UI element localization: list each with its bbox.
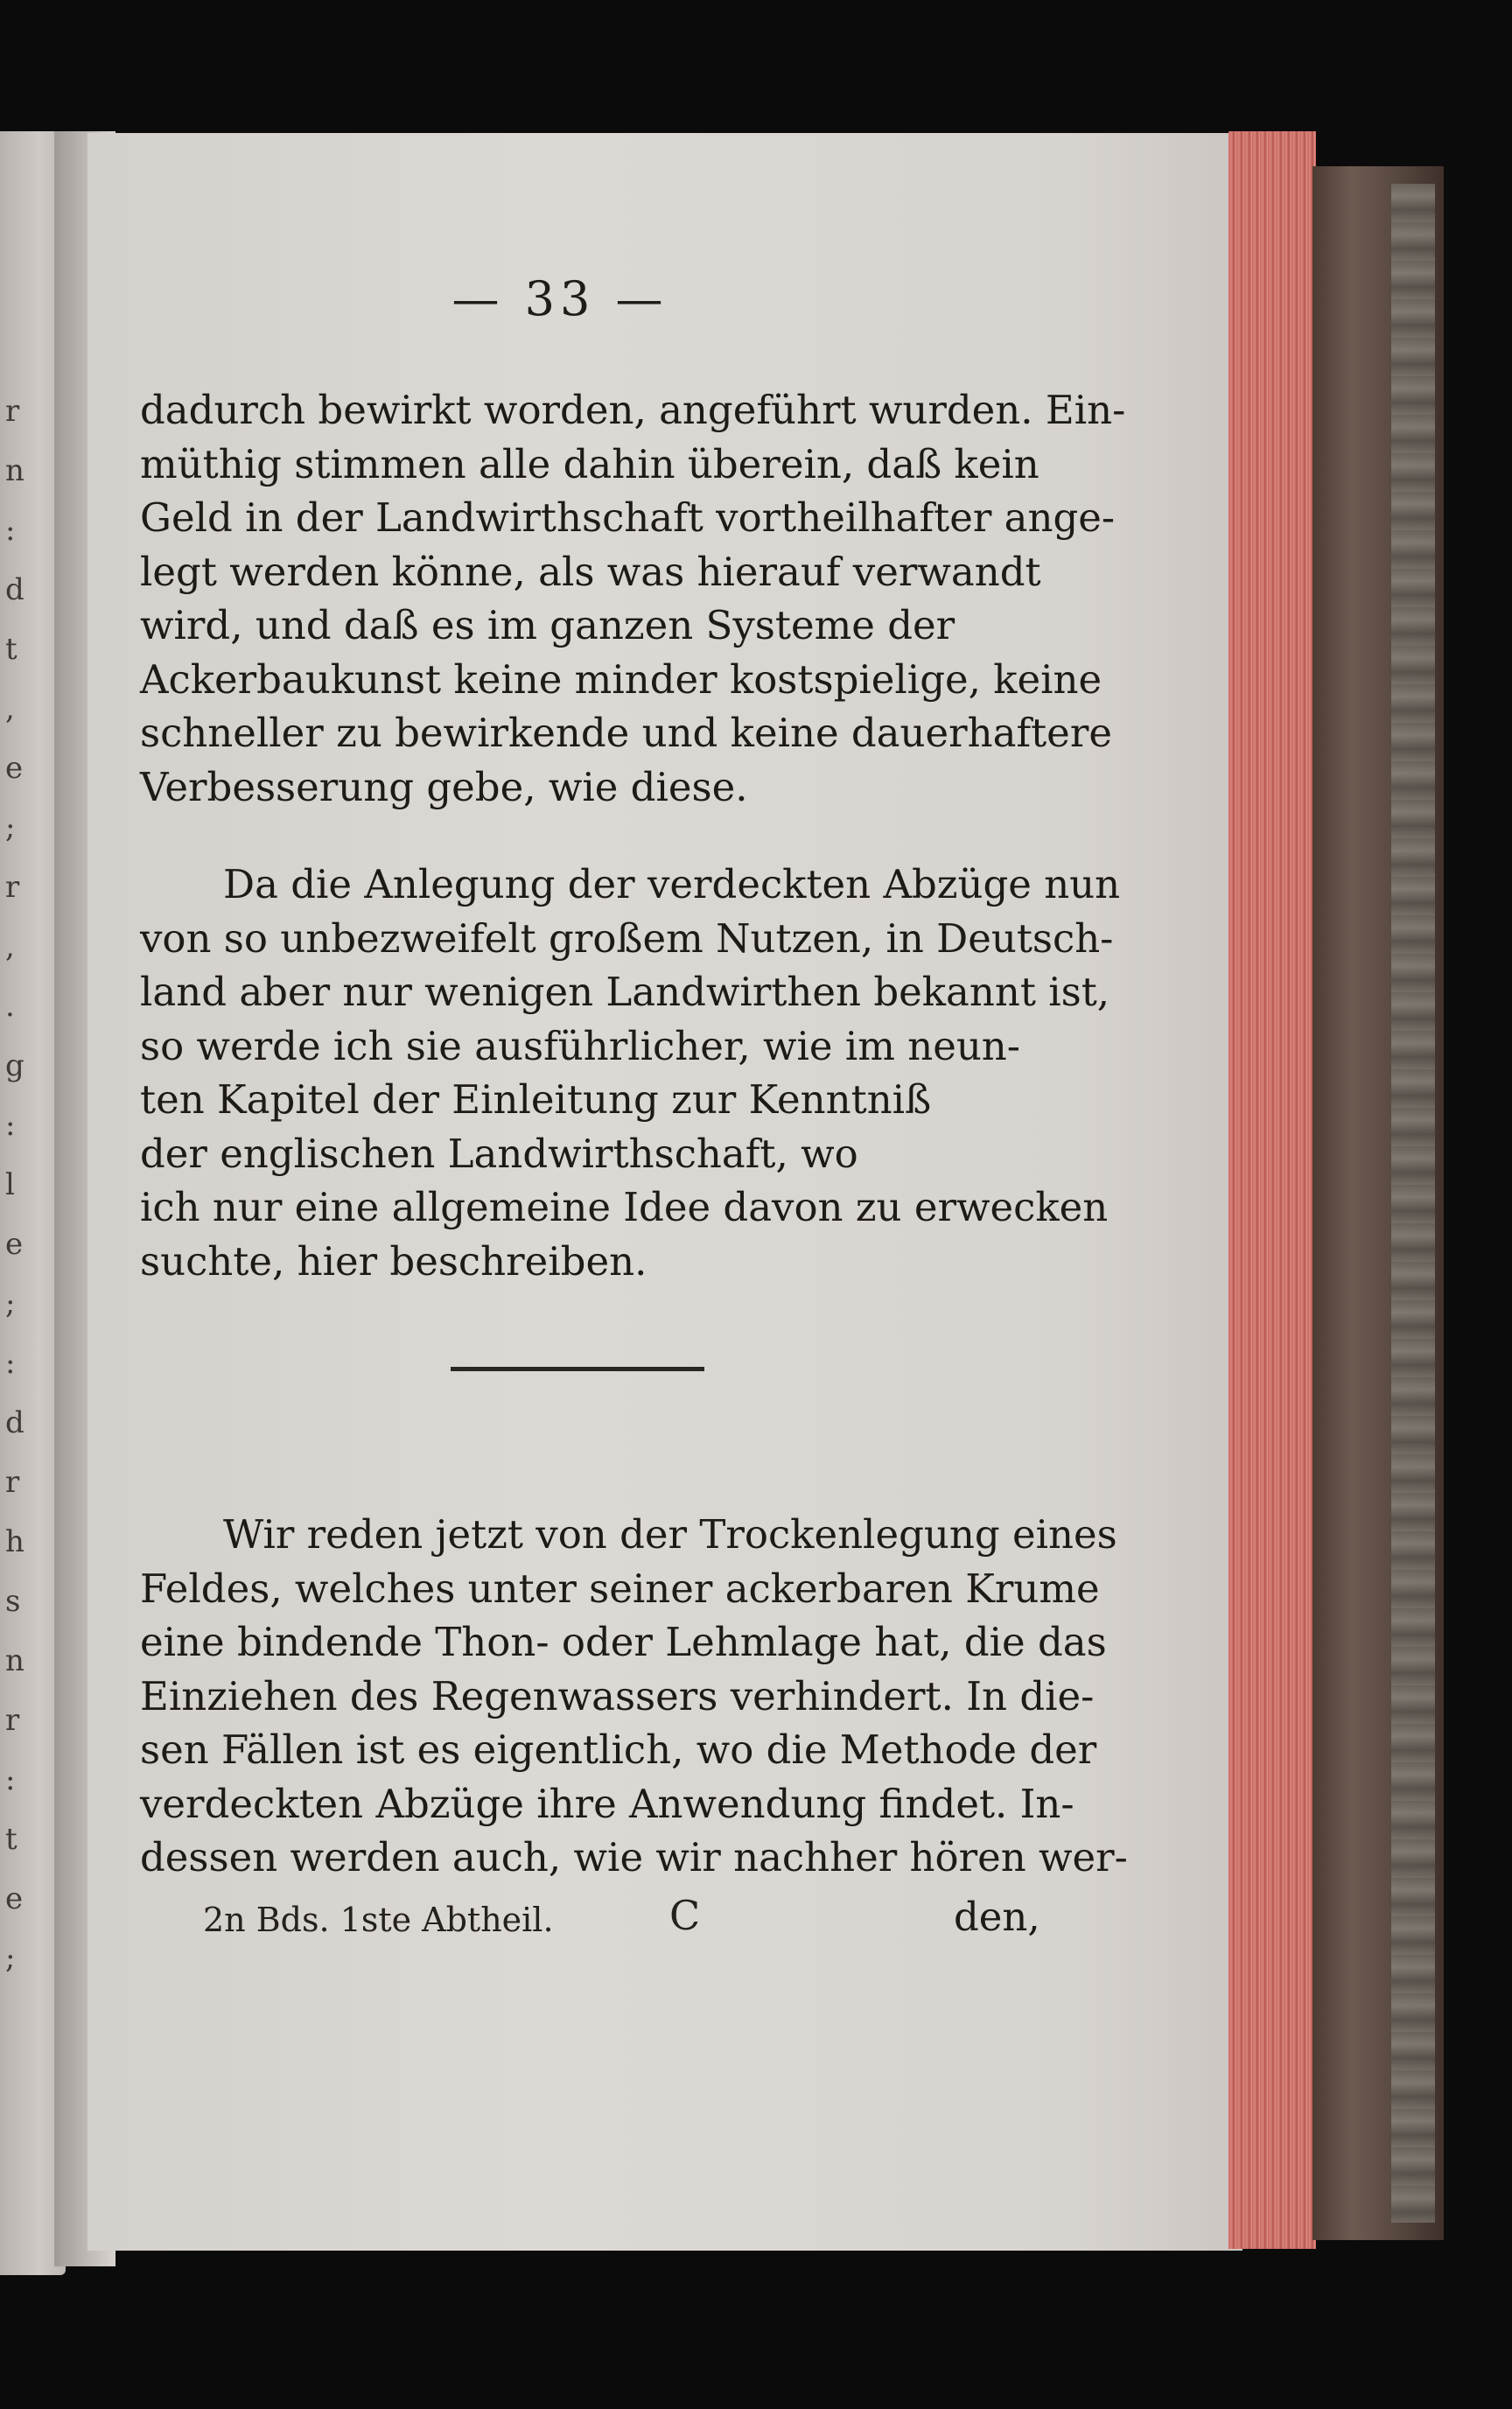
left-page-fragment: t — [5, 632, 18, 667]
text-line: dadurch bewirkt worden, angeführt wurden. Ein- — [140, 387, 1126, 433]
text-line: schneller zu bewirkende und keine dauerhaftere — [140, 710, 1112, 756]
text-line: so werde ich sie ausführlicher, wie im neun- — [140, 1022, 1020, 1069]
left-page-fragment: d — [5, 1405, 24, 1440]
left-page-fragment: g — [5, 1048, 24, 1083]
text-line: Wir reden jetzt von der Trockenlegung eines — [223, 1511, 1117, 1558]
text-line: eine bindende Thon- oder Lehmlage hat, die das — [140, 1619, 1107, 1665]
catchword: den, — [954, 1894, 1040, 1940]
left-page-fragment: : — [5, 1762, 16, 1797]
left-page-fragment: r — [5, 1465, 20, 1500]
text-line: verdeckten Abzüge ihre Anwendung findet. In- — [140, 1780, 1074, 1827]
left-page-fragment: n — [5, 453, 24, 488]
text-line: Einziehen des Regenwassers verhindert. In die- — [140, 1672, 1095, 1719]
page-edges — [1228, 131, 1316, 2249]
text-line: von so unbezweifelt großem Nutzen, in Deutsch- — [140, 914, 1114, 962]
text-line: legt werden könne, als was hierauf verwandt — [140, 548, 1041, 595]
text-line: Da die Anlegung der verdeckten Abzüge nun — [223, 861, 1121, 907]
left-page-fragment: ; — [5, 1286, 16, 1321]
left-page-fragment: ; — [5, 1941, 16, 1976]
text-line: müthig stimmen alle dahin überein, daß kein — [140, 440, 1040, 487]
cover-marbling — [1391, 184, 1435, 2223]
section-divider — [451, 1367, 704, 1371]
text-line: Geld in der Landwirthschaft vortheilhafter ange- — [140, 494, 1116, 541]
text-line: sen Fällen ist es eigentlich, wo die Methode der — [140, 1726, 1097, 1773]
text-line: land aber nur wenigen Landwirthen bekannt ist, — [140, 969, 1110, 1015]
left-page-fragment: e — [5, 751, 24, 786]
text-line: ten Kapitel der Einleitung zur Kenntniß — [140, 1076, 932, 1123]
text-line: dessen werden auch, wie wir nachher hören wer- — [140, 1834, 1128, 1880]
left-page-fragment: , — [5, 929, 15, 964]
left-page-fragment: e — [5, 1881, 24, 1916]
left-page-fragment: r — [5, 1703, 20, 1738]
left-page-fragment: , — [5, 691, 15, 726]
text-line: Verbesserung gebe, wie diese. — [140, 763, 748, 810]
left-page-fragment: e — [5, 1227, 24, 1262]
left-page-fragment: . — [5, 989, 15, 1024]
left-page-fragment: ; — [5, 810, 16, 845]
left-page-fragment: s — [5, 1584, 21, 1619]
text-line: ich nur eine allgemeine Idee davon zu erwecken — [140, 1184, 1109, 1230]
left-page-fragment: r — [5, 394, 20, 429]
signature-letter: C — [669, 1892, 701, 1939]
text-line: Feldes, welches unter seiner ackerbaren Krume — [140, 1565, 1100, 1612]
left-page-fragment: l — [5, 1167, 15, 1202]
left-page-fragment: h — [5, 1524, 24, 1559]
printer-signature: 2n Bds. 1ste Abtheil. — [203, 1901, 554, 1939]
text-line: der englischen Landwirthschaft, wo — [140, 1130, 858, 1177]
left-page-fragment: t — [5, 1822, 18, 1857]
page-number: — 33 — — [452, 271, 668, 326]
text-line: Ackerbaukunst keine minder kostspielige, keine — [140, 655, 1102, 703]
left-page-fragment: r — [5, 870, 20, 905]
left-page-fragment: : — [5, 1108, 16, 1143]
left-page-fragment: n — [5, 1643, 24, 1678]
text-line: suchte, hier beschreiben. — [140, 1237, 648, 1285]
left-page-fragment: : — [5, 513, 16, 548]
left-page-fragment: d — [5, 572, 24, 607]
text-line: wird, und daß es im ganzen Systeme der — [140, 602, 956, 648]
left-page-fragment: : — [5, 1346, 16, 1381]
